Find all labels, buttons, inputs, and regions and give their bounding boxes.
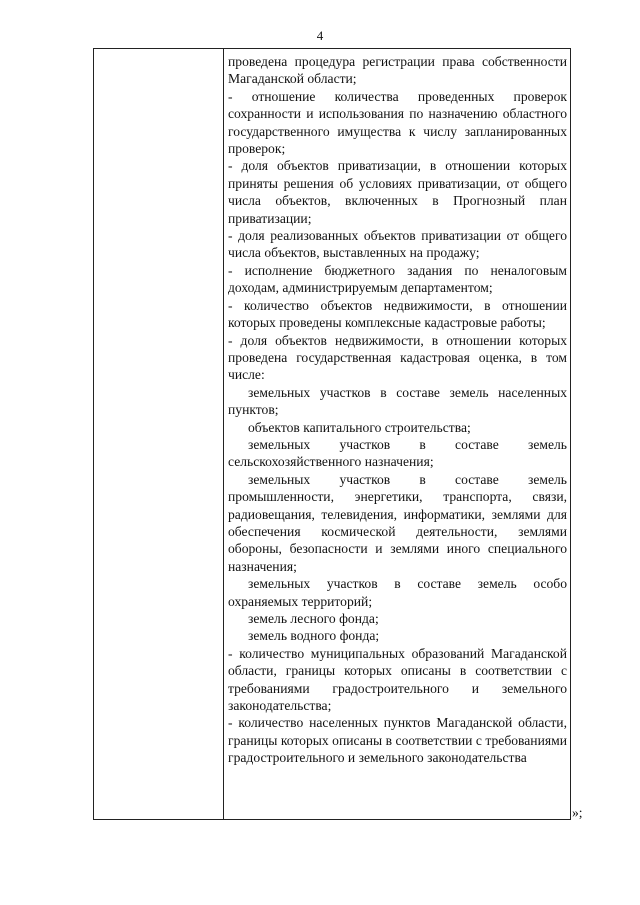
indicators-cell [228,53,567,767]
indicator-paragraph: - отношение количества проведенных проверок сохранности и использования по назначению областного государственного имущества к числу запланированных проверок; [228,88,567,157]
indicator-paragraph: - доля объектов недвижимости, в отношении которых проведена государственная кадастровая оценка, в том числе: [228,332,567,383]
column-divider [223,49,224,819]
indicator-paragraph: земель водного фонда; [248,628,380,644]
indicator-paragraph: земель лесного фонда; [248,611,379,626]
indicator-paragraph: земельных участков в составе земель промышленности, энергетики, транспорта, связи, радиовещания, телевидения, информатики, землями для обеспечения космической деятельности, землями обороны, безопасности и землями иного специального назначения; [228,471,567,574]
indicator-paragraph: земельных участков в составе земель особо охраняемых территорий; [228,576,567,609]
indicator-paragraph: - доля объектов приватизации, в отношении которых приняты решения об условиях приватизации, от общего числа объектов, включенных в Прогнозный план приватизации; [228,158,567,226]
indicator-paragraph: земельных участков в составе земель населенных пунктов; [228,384,567,418]
indicator-paragraph: - исполнение бюджетного задания по неналоговым доходам, администрируемым департаментом; [228,262,567,296]
indicator-table [93,48,571,820]
indicator-paragraph: - количество объектов недвижимости, в отношении которых проведены комплексные кадастровые работы; [228,297,567,331]
indicator-paragraph: земельных участков в составе земель сельскохозяйственного назначения; [228,436,567,470]
page-number: 4 [316,28,324,43]
indicator-paragraph: - доля реализованных объектов приватизации от общего числа объектов, выставленных на продажу; [228,228,567,261]
indicator-paragraph: проведена процедура регистрации права собственности Магаданской области; [228,54,567,87]
closing-quote: »; [572,805,583,820]
indicator-paragraph: - количество муниципальных образований Магаданской области, границы которых описаны в соответствии с требованиями градостроительного и земельного законодательства; [228,645,567,714]
indicator-paragraph: объектов капитального строительства; [248,419,471,435]
indicator-paragraph: - количество населенных пунктов Магаданской области, границы которых описаны в соответствии с требованиями градостроительного и земельного законодательства [228,715,567,766]
